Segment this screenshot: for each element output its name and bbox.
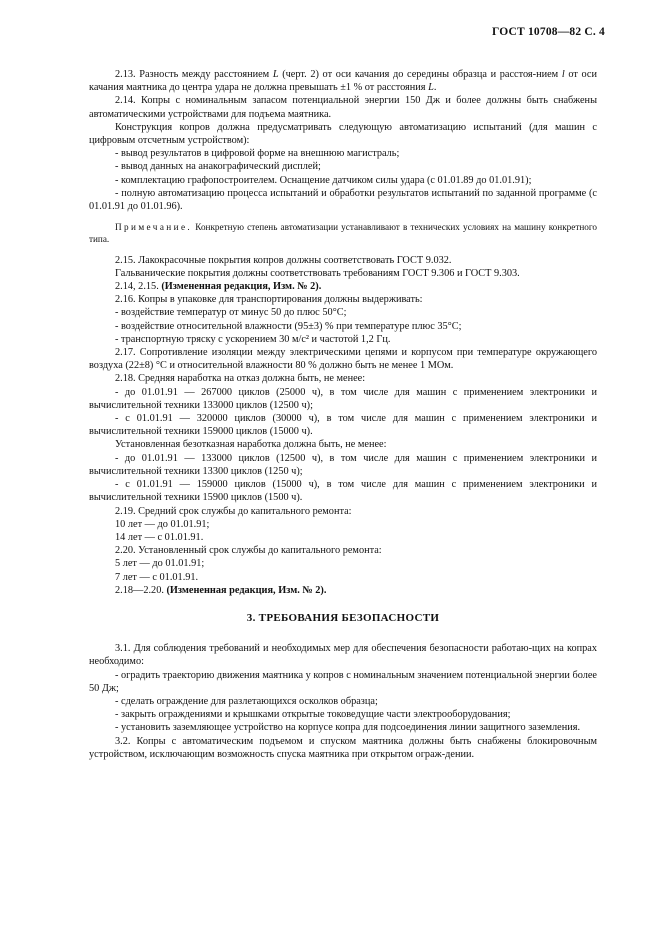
list-item: 7 лет — с 01.01.91. [115, 571, 199, 583]
list-item: - с 01.01.91 — 320000 циклов (30000 ч), в том числе для машин с применением электроники и вычислительной техники 159000 циклов (15000 ч). [89, 413, 597, 438]
list-item: - воздействие температур от минус 50 до плюс 50°С; [115, 307, 347, 319]
list-item: - воздействие относительной влажности (95±3) % при температуре плюс 35°С; [115, 320, 462, 332]
list-item: 10 лет — до 01.01.91; [115, 518, 210, 530]
list-item: - до 01.01.91 — 267000 циклов (25000 ч), в том числе для машин с применением электроники и вычислительной техники 133000 циклов (12500 ч); [89, 386, 597, 411]
list-item: 14 лет — с 01.01.91. [115, 531, 204, 543]
note: Примечание. Конкретную степень автоматизации устанавливают в технических условиях на машину конкретного типа. [89, 222, 597, 245]
clause-2-15-galvanic: Гальванические покрытия должны соответствовать требованиям ГОСТ 9.306 и ГОСТ 9.303. [115, 267, 520, 279]
list-item: - оградить траекторию движения маятника у копров с номинальным значением потенциальной энергии более 50 Дж; [89, 669, 597, 694]
clause-2-19: 2.19. Средний срок службы до капитального ремонта: [115, 505, 352, 517]
amendment-note: 2.14, 2.15. (Измененная редакция, Изм. № 2). [115, 281, 322, 293]
clause-3-2: 3.2. Копры с автоматическим подъемом и спуском маятника должны быть снабжены блокировочным устройством, исключающим возможность спуска маятника при открытом ограж-дении. [89, 735, 597, 760]
list-item: - полную автоматизацию процесса испытаний и обработки результатов испытаний по заданной программе (с 01.01.91 до 01.01.96). [89, 187, 597, 213]
list-item: - до 01.01.91 — 133000 циклов (12500 ч), в том числе для машин с применением электроники и вычислительной техники 13300 циклов (1250 ч); [89, 452, 597, 477]
list-item: - закрыть ограждениями и крышками открытые токоведущие части электрооборудования; [115, 709, 511, 721]
page-header: ГОСТ 10708—82 С. 4 [492, 26, 605, 38]
clause-2-17: 2.17. Сопротивление изоляции между электрическими цепями и корпусом при температуре окружающего воздуха (22±8) °С и относительной влажности 80 % должно быть не менее 1 МОм. [89, 347, 597, 372]
clause-3-1: 3.1. Для соблюдения требований и необходимых мер для обеспечения безопасности работаю-щих на копрах необходимо: [89, 643, 597, 668]
clause-2-13: 2.13. Разность между расстоянием L (черт. 2) от оси качания до середины образца и расстоя-нием l от оси качания маятника до центра удара не должна превышать ±1 % от расстояния L. [89, 69, 598, 94]
list-item: - комплектацию графопостроителем. Оснащение датчиком силы удара (с 01.01.89 до 01.01.91); [115, 174, 532, 186]
clause-2-18-failure-free: Установленная безотказная наработка должна быть, не менее: [115, 439, 387, 451]
clause-2-14: 2.14. Копры с номинальным запасом потенциальной энергии 150 Дж и более должны быть снабжены автоматическими устройствами для подъема маятника. [89, 95, 597, 120]
list-item: - сделать ограждение для разлетающихся осколков образца; [115, 695, 378, 707]
list-item: - вывод результатов в цифровой форме на внешнюю магистраль; [115, 148, 400, 160]
clause-2-16: 2.16. Копры в упаковке для транспортирования должны выдерживать: [115, 294, 423, 306]
clause-2-14-automation: Конструкция копров должна предусматривать следующую автоматизацию испытаний (для машин с цифровым отсчетным устройством): [89, 121, 597, 147]
section-heading: 3. ТРЕБОВАНИЯ БЕЗОПАСНОСТИ [246, 611, 440, 624]
list-item: - установить заземляющее устройство на корпусе копра для подсоединения линии защитного заземления. [115, 722, 581, 734]
document-body [89, 68, 597, 761]
clause-2-15: 2.15. Лакокрасочные покрытия копров должны соответствовать ГОСТ 9.032. [115, 254, 452, 266]
clause-2-18: 2.18. Средняя наработка на отказ должна быть, не менее: [115, 373, 366, 385]
list-item: 5 лет — до 01.01.91; [115, 558, 205, 570]
list-item: - вывод данных на анакографический дисплей; [115, 161, 321, 173]
list-item: - с 01.01.91 — 159000 циклов (15000 ч), в том числе для машин с применением электроники и вычислительной техники 15900 циклов (1500 ч). [89, 479, 597, 504]
list-item: - транспортную тряску с ускорением 30 м/с² и частотой 1,2 Гц. [115, 333, 391, 345]
clause-2-20: 2.20. Установленный срок службы до капитального ремонта: [115, 545, 382, 557]
amendment-note: 2.18—2.20. (Измененная редакция, Изм. № 2). [115, 584, 327, 596]
